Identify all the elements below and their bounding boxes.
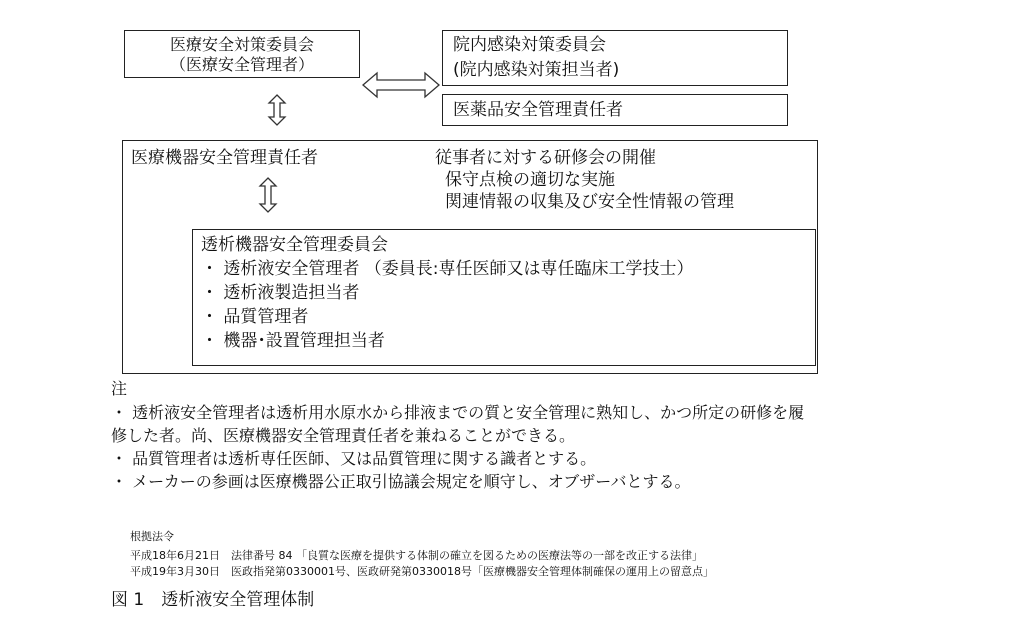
- dialysis-member-3: ・ 品質管理者: [201, 307, 309, 327]
- device-duty-3: 関連情報の収集及び安全性情報の管理: [445, 192, 734, 212]
- legal-basis-line-2: 平成19年3月30日 医政指発第0330001号、医政研発第0330018号「医療機器安全管理体制確保の運用上の留意点」: [130, 565, 714, 578]
- horizontal-double-arrow: [362, 70, 440, 100]
- legal-basis-line-1: 平成18年6月21日 法律番号 84 「良質な医療を提供する体制の確立を図るための医療法等の一部を改正する法律」: [130, 549, 703, 562]
- safety-committee-title: 医療安全対策委員会: [169, 35, 314, 54]
- device-duty-2: 保守点検の適切な実施: [445, 170, 615, 190]
- notes-heading: 注: [111, 379, 128, 398]
- note-line-2: 修した者。尚、医療機器安全管理責任者を兼ねることができる。: [111, 426, 576, 445]
- dialysis-committee-box: [192, 229, 816, 366]
- drug-safety-box: [442, 94, 788, 126]
- safety-committee-subtitle: （医療安全管理者）: [169, 55, 314, 74]
- vertical-double-arrow-lower: [258, 177, 278, 213]
- note-line-4: ・ メーカーの参画は医療機器公正取引協議会規定を順守し、オブザーバとする。: [111, 472, 691, 491]
- infection-committee-subtitle: (院内感染対策担当者): [453, 60, 620, 80]
- drug-safety-label: 医薬品安全管理責任者: [453, 100, 623, 120]
- infection-committee-title: 院内感染対策委員会: [453, 35, 606, 55]
- dialysis-member-1: ・ 透析液安全管理者 （委員長:専任医師又は専任臨床工学技士）: [201, 259, 694, 279]
- dialysis-member-2: ・ 透析液製造担当者: [201, 283, 360, 303]
- note-line-3: ・ 品質管理者は透析専任医師、又は品質管理に関する識者とする。: [111, 449, 597, 468]
- note-line-1: ・ 透析液安全管理者は透析用水原水から排液までの質と安全管理に熟知し、かつ所定の研修を履: [111, 403, 805, 422]
- device-safety-title: 医療機器安全管理責任者: [131, 148, 318, 168]
- infection-committee-box: [442, 30, 788, 86]
- legal-basis-heading: 根拠法令: [130, 530, 174, 543]
- device-duty-1: 従事者に対する研修会の開催: [435, 148, 656, 168]
- safety-committee-box: [124, 30, 360, 78]
- figure-caption: 図 1 透析液安全管理体制: [111, 590, 315, 610]
- vertical-double-arrow-upper: [267, 94, 287, 126]
- dialysis-committee-title: 透析機器安全管理委員会: [201, 235, 388, 255]
- dialysis-member-4: ・ 機器･設置管理担当者: [201, 331, 385, 351]
